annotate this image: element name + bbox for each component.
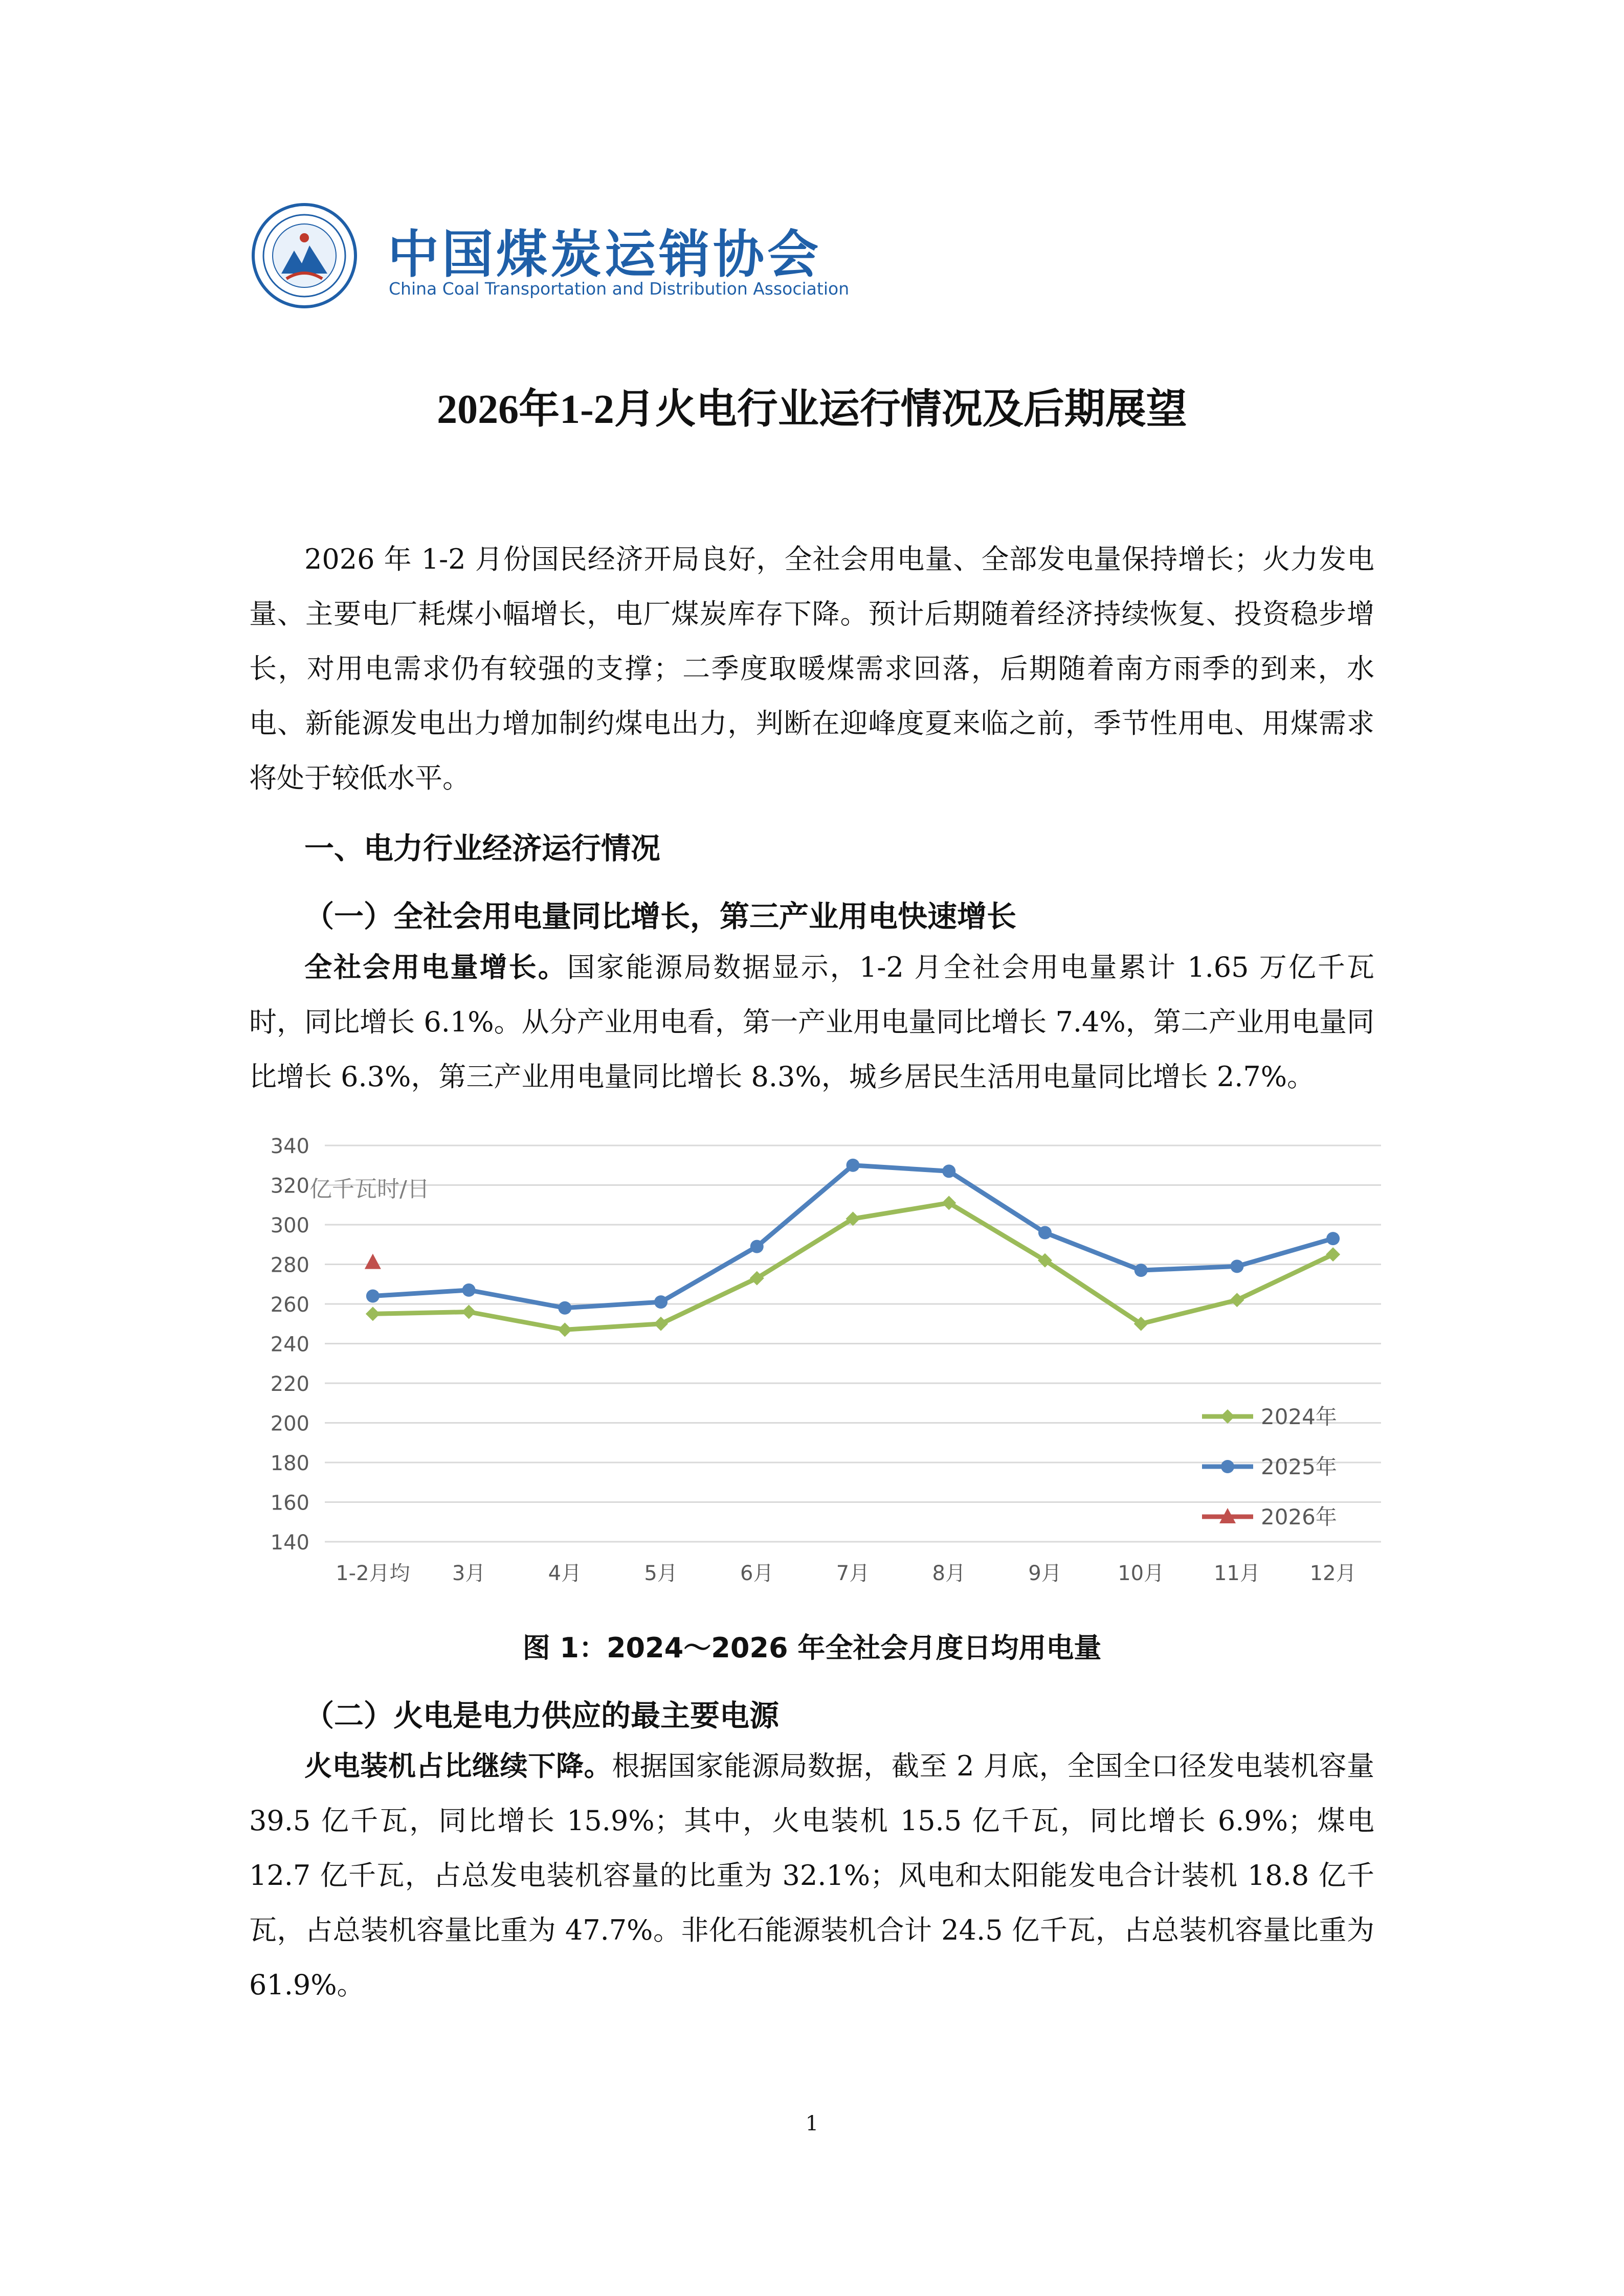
data-point (462, 1305, 476, 1319)
x-tick-label: 5月 (644, 1562, 678, 1585)
y-tick-label: 160 (270, 1491, 309, 1515)
x-tick-label: 3月 (452, 1562, 486, 1585)
subsection-2-lead: 火电装机占比继续下降。 (304, 1750, 612, 1782)
page-number: 1 (805, 2112, 819, 2135)
org-name-zh: 中国煤炭运销协会 (388, 224, 821, 284)
legend-label: 2025年 (1261, 1454, 1337, 1479)
document-title: 2026年1-2月火电行业运行情况及后期展望 (437, 387, 1187, 432)
y-tick-label: 320 (270, 1174, 309, 1198)
intro-paragraph: 2026 年 1-2 月份国民经济开局良好，全社会用电量、全部发电量保持增长；火力发电量、主要电厂耗煤小幅增长，电厂煤炭库存下降。预计后期随着经济持续恢复、投资稳步增长，对用电需求仍有较强的支撑；二季度取暖煤需求回落，后期随着南方雨季的到来，水电、新能源发电出力增加制约煤电出力，判断在迎峰度夏来临之前，季节性用电、用煤需求将处于较低水平。 (249, 543, 1374, 794)
subsection-heading-1: （一）全社会用电量同比增长，第三产业用电快速增长 (304, 899, 1017, 934)
data-point (847, 1159, 860, 1172)
data-point (558, 1322, 572, 1337)
data-point (1230, 1293, 1244, 1307)
subsection-heading-2: （二）火电是电力供应的最主要电源 (304, 1698, 780, 1733)
data-point (462, 1284, 476, 1297)
y-tick-label: 180 (270, 1452, 309, 1475)
x-tick-label: 12月 (1309, 1562, 1356, 1585)
legend-label: 2024年 (1261, 1404, 1337, 1429)
y-tick-label: 220 (270, 1372, 309, 1396)
data-point (1134, 1264, 1148, 1277)
data-point (1038, 1226, 1052, 1240)
association-seal-icon (251, 202, 358, 309)
subsection-1-lead: 全社会用电量增长。 (304, 951, 567, 983)
y-tick-label: 140 (270, 1531, 309, 1555)
subsection-2-paragraph (249, 1739, 1374, 2012)
x-tick-label: 10月 (1118, 1562, 1165, 1585)
y-axis-unit-label: 亿千瓦时/日 (309, 1176, 430, 1202)
data-point (1326, 1247, 1340, 1262)
x-tick-label: 1-2月均 (336, 1562, 410, 1585)
y-tick-label: 240 (270, 1333, 309, 1357)
y-tick-label: 260 (270, 1293, 309, 1317)
data-point (1326, 1232, 1340, 1245)
y-tick-label: 300 (270, 1214, 309, 1237)
data-point (750, 1240, 764, 1253)
legend-label: 2026年 (1261, 1504, 1337, 1529)
legend-marker (1221, 1460, 1234, 1473)
data-point (366, 1307, 380, 1321)
figure-caption: 图 1：2024～2026 年全社会月度日均用电量 (522, 1632, 1102, 1664)
data-point (366, 1290, 380, 1303)
x-tick-label: 7月 (836, 1562, 870, 1585)
y-tick-label: 280 (270, 1253, 309, 1277)
y-tick-label: 340 (270, 1135, 309, 1158)
series-line (373, 1165, 1333, 1308)
y-tick-label: 200 (270, 1412, 309, 1436)
data-point (942, 1164, 955, 1178)
subsection-1-paragraph (249, 940, 1374, 1104)
data-point (365, 1254, 381, 1269)
data-point (654, 1295, 668, 1309)
x-tick-label: 9月 (1028, 1562, 1062, 1585)
data-point (1230, 1259, 1243, 1273)
subsection-1-body: 国家能源局数据显示，1-2 月全社会用电量累计 1.65 万亿千瓦时，同比增长 6.1%。从分产业用电看，第一产业用电量同比增长 7.4%，第二产业用电量同比增长 6.3%，第三产业用电量同比增长 8.3%，城乡居民生活用电量同比增长 2.7%。 (249, 951, 1375, 1093)
section-heading-1: 一、电力行业经济运行情况 (304, 831, 661, 866)
x-tick-label: 6月 (740, 1562, 774, 1585)
x-tick-label: 4月 (548, 1562, 582, 1585)
daily-power-consumption-chart (240, 1122, 1396, 1603)
x-tick-label: 8月 (932, 1562, 966, 1585)
org-name-en: China Coal Transportation and Distribution Association (389, 279, 850, 299)
org-logo (251, 202, 850, 325)
line-chart (240, 1122, 1396, 1603)
subsection-2-body: 根据国家能源局数据，截至 2 月底，全国全口径发电装机容量 39.5 亿千瓦，同比增长 15.9%；其中，火电装机 15.5 亿千瓦，同比增长 6.9%；煤电 12.7 亿千瓦，占总发电装机容量的比重为 32.1%；风电和太阳能发电合计装机 18.8 亿千瓦，占总装机容量比重为 47.7%。非化石能源装机合计 24.5 亿千瓦，占总装机容量比重为 61.9%。 (249, 1750, 1374, 2001)
legend-marker (1220, 1409, 1235, 1424)
data-point (558, 1301, 571, 1315)
data-point (654, 1317, 668, 1331)
x-tick-label: 11月 (1213, 1562, 1260, 1585)
